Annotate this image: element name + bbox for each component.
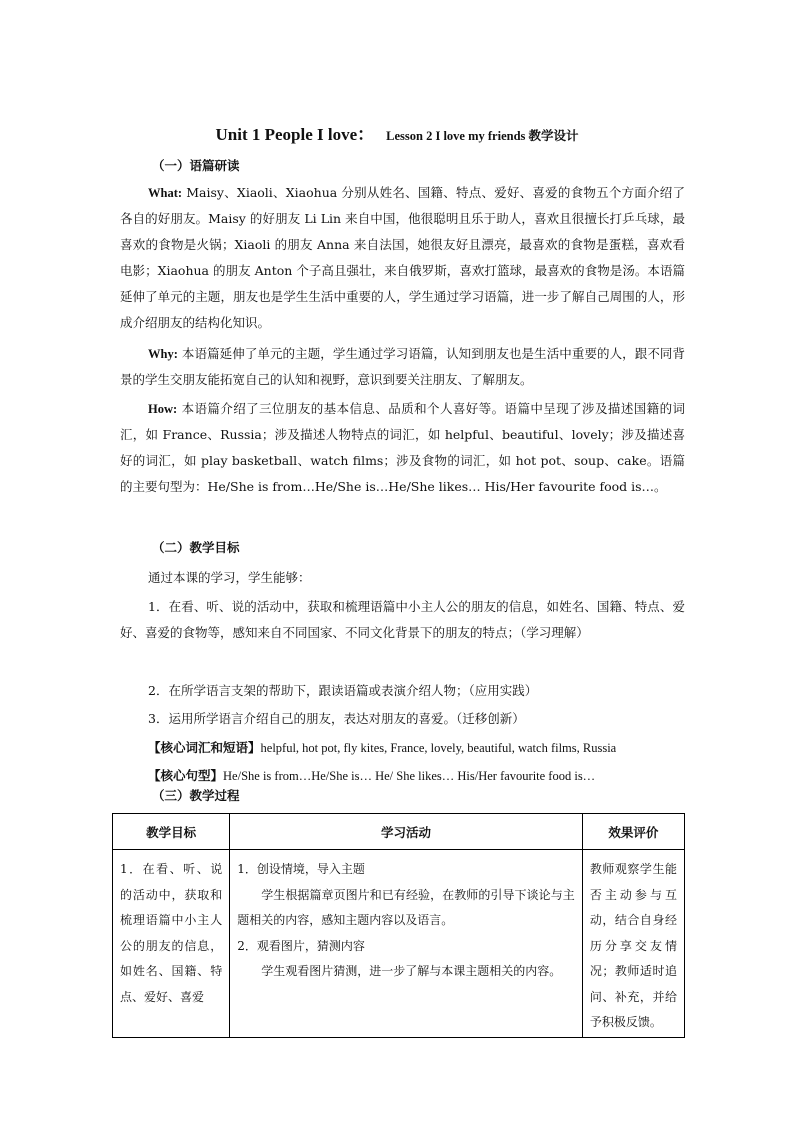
- cell-evaluation: [582, 850, 684, 1038]
- activity-step1-text: 学生根据篇章页图片和已有经验，在教师的引导下谈论与主题相关的内容，感知主题内容以及语言。: [237, 887, 575, 927]
- document-title: [0, 120, 794, 145]
- goals-intro: 通过本课的学习，学生能够：: [148, 570, 311, 585]
- goal-item-3: 3．运用所学语言介绍自己的朋友，表达对朋友的喜爱。（迁移创新）: [148, 711, 525, 726]
- goal-item-1: 1．在看、听、说的活动中，获取和梳理语篇中小主人公的朋友的信息，如姓名、国籍、特点、爱好、喜爱的食物等，感知来自不同国家、不同文化背景下的朋友的特点；（学习理解）: [120, 599, 685, 640]
- header-goal: 教学目标: [113, 814, 230, 850]
- table-row: [113, 850, 685, 1038]
- teaching-process-table: [112, 813, 685, 1038]
- activity-step2-title: 2．观看图片，猜测内容: [237, 938, 365, 953]
- table-header-row: [113, 814, 685, 850]
- vocab-label: 【核心词汇和短语】: [148, 740, 261, 755]
- section-heading-text-study: （一）语篇研读: [152, 158, 240, 173]
- cell-activity: [230, 850, 583, 1038]
- pattern-text: He/She is from…He/She is… He/ She likes… His/Her favourite food is…: [223, 769, 596, 783]
- title-sub: Lesson 2 I love my friends 教学设计: [386, 129, 579, 143]
- header-evaluation: 效果评价: [582, 814, 684, 850]
- evaluation-text: 教师观察学生能否主动参与互动，结合自身经历分享交友情况；教师适时追问、补充，并给予积极反馈。: [589, 862, 677, 1029]
- what-lead: What:: [148, 186, 183, 200]
- pattern-label: 【核心句型】: [148, 768, 224, 783]
- how-text: 本语篇介绍了三位朋友的基本信息、品质和个人喜好等。语篇中呈现了涉及描述国籍的词汇，如 France、Russia；涉及描述人物特点的词汇，如 helpful、beautiful、lovely；涉及描述喜好的词汇，如 play basketball、watch films；涉及食物的词汇，如 hot pot、soup、cake。语篇的主要句型为：He/She is from…He/She is…He/She likes… His/Her favourite food is…。: [120, 401, 685, 494]
- vocab-list: helpful, hot pot, fly kites, France, lovely, beautiful, watch films, Russia: [260, 741, 617, 755]
- activity-step2-text: 学生观看图片猜测，进一步了解与本课主题相关的内容。: [261, 964, 562, 978]
- paragraph-why: [120, 341, 685, 393]
- section-heading-process: （三）教学过程: [152, 788, 240, 803]
- activity-step1-title: 1．创设情境，导入主题: [237, 862, 365, 876]
- header-activity: 学习活动: [230, 814, 583, 850]
- cell-goal: [113, 850, 230, 1038]
- paragraph-what: [120, 180, 685, 336]
- why-lead: Why:: [148, 347, 178, 361]
- paragraph-how: [120, 396, 685, 500]
- activity-content: [231, 851, 581, 985]
- why-text: 本语篇延伸了单元的主题，学生通过学习语篇，认知到朋友也是生活中重要的人，跟不同背景的学生交朋友能拓宽自己的认知和视野，意识到要关注朋友、了解朋友。: [120, 346, 685, 387]
- core-vocabulary: [120, 735, 713, 761]
- section-heading-goals: （二）教学目标: [152, 540, 240, 555]
- title-main: Unit 1 People I love：: [215, 125, 375, 144]
- what-text: Maisy、Xiaoli、Xiaohua 分别从姓名、国籍、特点、爱好、喜爱的食物五个方面介绍了各自的好朋友。Maisy 的好朋友 Li Lin 来自中国，他很聪明且乐于助人，喜欢且很擅长打乒乓球，最喜欢的食物是火锅；Xiaoli 的朋友 Anna 来自法国，她很友好且漂亮，最喜欢的食物是蛋糕，喜欢看电影；Xiaohua 的朋友 Anton 个子高且强壮，来自俄罗斯，喜欢打篮球，最喜欢的食物是汤。本语篇延伸了单元的主题，朋友也是学生生活中重要的人，学生通过学习语篇，进一步了解自己周围的人，形成介绍朋友的结构化知识。: [120, 185, 685, 330]
- how-lead: How:: [148, 402, 178, 416]
- goal-text: 1．在看、听、说的活动中，获取和梳理语篇中小主人公的朋友的信息，如姓名、国籍、特点、爱好、喜爱: [120, 862, 223, 1004]
- goal-item-2: 2．在所学语言支架的帮助下，跟读语篇或表演介绍人物；（应用实践）: [148, 683, 538, 698]
